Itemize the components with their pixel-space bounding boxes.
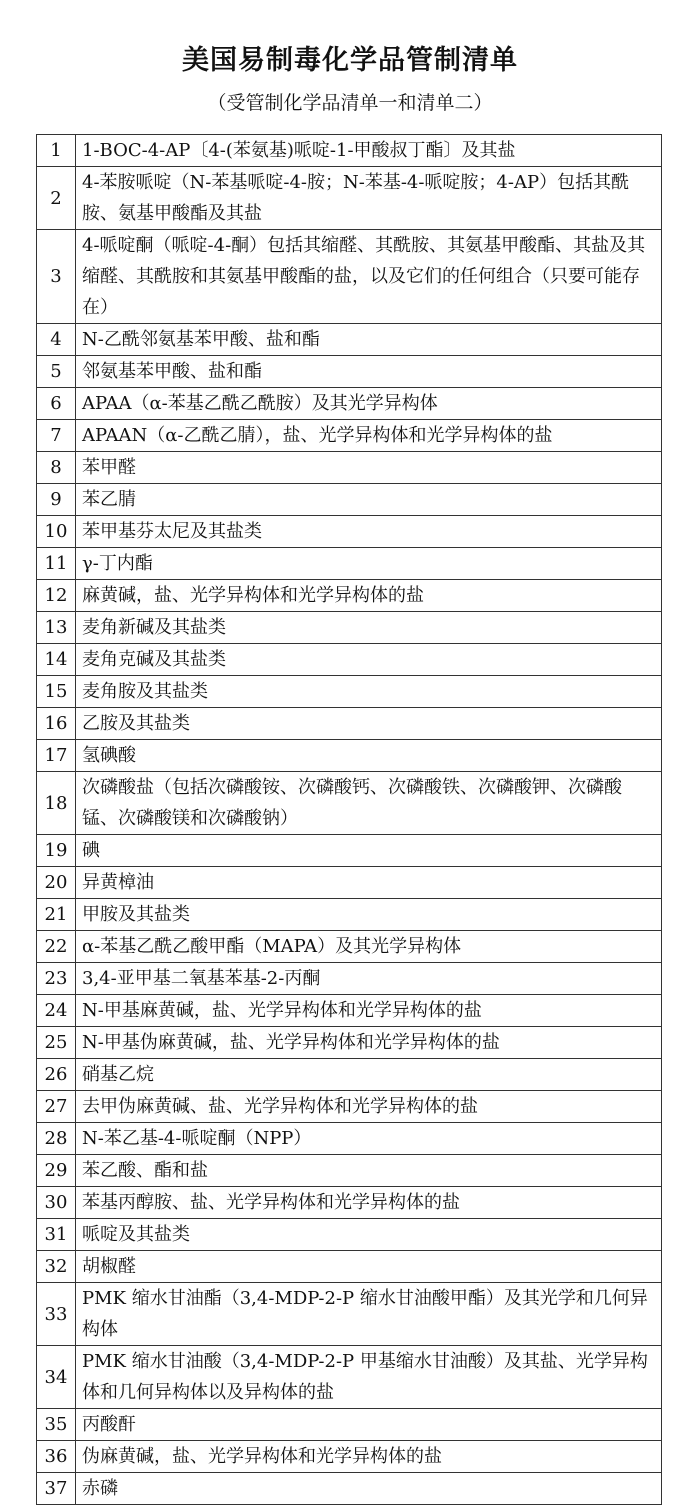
table-row	[37, 452, 662, 484]
row-number: 36	[37, 1441, 76, 1473]
chemical-name: 异黄樟油	[76, 867, 662, 899]
row-number: 6	[37, 388, 76, 420]
chemical-name: 4-哌啶酮（哌啶-4-酮）包括其缩醛、其酰胺、其氨基甲酸酯、其盐及其缩醛、其酰胺和其氨基甲酸酯的盐，以及它们的任何组合（只要可能存在）	[76, 230, 662, 324]
row-number: 20	[37, 867, 76, 899]
chemical-name: 邻氨基苯甲酸、盐和酯	[76, 356, 662, 388]
row-number: 14	[37, 644, 76, 676]
row-number: 24	[37, 995, 76, 1027]
row-number: 33	[37, 1283, 76, 1346]
table-row	[37, 1187, 662, 1219]
table-row	[37, 1091, 662, 1123]
table-row	[37, 963, 662, 995]
row-number: 1	[37, 135, 76, 167]
row-number: 16	[37, 708, 76, 740]
table-row	[37, 835, 662, 867]
row-number: 29	[37, 1155, 76, 1187]
table-row	[37, 867, 662, 899]
table-row	[37, 580, 662, 612]
table-row	[37, 644, 662, 676]
table-row	[37, 708, 662, 740]
table-row	[37, 1219, 662, 1251]
chemical-name: 乙胺及其盐类	[76, 708, 662, 740]
table-row	[37, 420, 662, 452]
chemical-name: APAAN（α-乙酰乙腈），盐、光学异构体和光学异构体的盐	[76, 420, 662, 452]
table-row	[37, 1027, 662, 1059]
chemical-name: PMK 缩水甘油酯（3,4-MDP-2-P 缩水甘油酸甲酯）及其光学和几何异构体	[76, 1283, 662, 1346]
chemical-name: 伪麻黄碱，盐、光学异构体和光学异构体的盐	[76, 1441, 662, 1473]
chemical-name: 苯基丙醇胺、盐、光学异构体和光学异构体的盐	[76, 1187, 662, 1219]
chemical-name: 麦角新碱及其盐类	[76, 612, 662, 644]
table-row	[37, 356, 662, 388]
chemical-name: 苯乙酸、酯和盐	[76, 1155, 662, 1187]
table-row	[37, 1123, 662, 1155]
table-row	[37, 772, 662, 835]
table-row	[37, 931, 662, 963]
chemical-name: 麻黄碱，盐、光学异构体和光学异构体的盐	[76, 580, 662, 612]
chemical-name: 麦角胺及其盐类	[76, 676, 662, 708]
table-row	[37, 1346, 662, 1409]
table-row	[37, 167, 662, 230]
row-number: 11	[37, 548, 76, 580]
chemical-list-body	[37, 135, 662, 1505]
table-row	[37, 1283, 662, 1346]
table-row	[37, 1251, 662, 1283]
row-number: 15	[37, 676, 76, 708]
document-subtitle: （受管制化学品清单一和清单二）	[207, 92, 493, 114]
chemical-name: 3,4-亚甲基二氧基苯基-2-丙酮	[76, 963, 662, 995]
chemical-name: PMK 缩水甘油酸（3,4-MDP-2-P 甲基缩水甘油酸）及其盐、光学异构体和几何异构体以及异构体的盐	[76, 1346, 662, 1409]
chemical-name: N-乙酰邻氨基苯甲酸、盐和酯	[76, 324, 662, 356]
row-number: 7	[37, 420, 76, 452]
chemical-name: 赤磷	[76, 1473, 662, 1505]
chemical-name: 苯甲醛	[76, 452, 662, 484]
row-number: 13	[37, 612, 76, 644]
table-row	[37, 995, 662, 1027]
row-number: 22	[37, 931, 76, 963]
row-number: 9	[37, 484, 76, 516]
row-number: 26	[37, 1059, 76, 1091]
row-number: 28	[37, 1123, 76, 1155]
chemical-name: 碘	[76, 835, 662, 867]
row-number: 23	[37, 963, 76, 995]
table-row	[37, 612, 662, 644]
table-row	[37, 1409, 662, 1441]
row-number: 27	[37, 1091, 76, 1123]
table-row	[37, 324, 662, 356]
chemical-list-table	[36, 134, 662, 1505]
chemical-name: 次磷酸盐（包括次磷酸铵、次磷酸钙、次磷酸铁、次磷酸钾、次磷酸锰、次磷酸镁和次磷酸钠）	[76, 772, 662, 835]
chemical-name: α-苯基乙酰乙酸甲酯（MAPA）及其光学异构体	[76, 931, 662, 963]
row-number: 34	[37, 1346, 76, 1409]
chemical-name: 苯乙腈	[76, 484, 662, 516]
table-row	[37, 388, 662, 420]
table-row	[37, 1059, 662, 1091]
chemical-name: N-甲基麻黄碱，盐、光学异构体和光学异构体的盐	[76, 995, 662, 1027]
row-number: 17	[37, 740, 76, 772]
chemical-name: 胡椒醛	[76, 1251, 662, 1283]
table-row	[37, 1473, 662, 1505]
row-number: 2	[37, 167, 76, 230]
row-number: 18	[37, 772, 76, 835]
chemical-name: 去甲伪麻黄碱、盐、光学异构体和光学异构体的盐	[76, 1091, 662, 1123]
table-row	[37, 1155, 662, 1187]
row-number: 25	[37, 1027, 76, 1059]
document-title: 美国易制毒化学品管制清单	[182, 45, 518, 76]
row-number: 19	[37, 835, 76, 867]
chemical-name: 苯甲基芬太尼及其盐类	[76, 516, 662, 548]
table-row	[37, 135, 662, 167]
table-row	[37, 1441, 662, 1473]
row-number: 32	[37, 1251, 76, 1283]
table-row	[37, 516, 662, 548]
row-number: 10	[37, 516, 76, 548]
chemical-name: 氢碘酸	[76, 740, 662, 772]
chemical-name: 麦角克碱及其盐类	[76, 644, 662, 676]
table-row	[37, 548, 662, 580]
chemical-name: N-苯乙基-4-哌啶酮（NPP）	[76, 1123, 662, 1155]
chemical-name: 1-BOC-4-AP〔4-(苯氨基)哌啶-1-甲酸叔丁酯〕及其盐	[76, 135, 662, 167]
row-number: 37	[37, 1473, 76, 1505]
row-number: 4	[37, 324, 76, 356]
row-number: 5	[37, 356, 76, 388]
chemical-name: 硝基乙烷	[76, 1059, 662, 1091]
chemical-name: 4-苯胺哌啶（N-苯基哌啶-4-胺；N-苯基-4-哌啶胺；4-AP）包括其酰胺、氨基甲酸酯及其盐	[76, 167, 662, 230]
chemical-name: 甲胺及其盐类	[76, 899, 662, 931]
chemical-name: 丙酸酐	[76, 1409, 662, 1441]
table-row	[37, 899, 662, 931]
table-row	[37, 484, 662, 516]
row-number: 31	[37, 1219, 76, 1251]
row-number: 30	[37, 1187, 76, 1219]
row-number: 35	[37, 1409, 76, 1441]
table-row	[37, 740, 662, 772]
row-number: 21	[37, 899, 76, 931]
table-row	[37, 676, 662, 708]
row-number: 8	[37, 452, 76, 484]
chemical-name: N-甲基伪麻黄碱，盐、光学异构体和光学异构体的盐	[76, 1027, 662, 1059]
chemical-name: APAA（α-苯基乙酰乙酰胺）及其光学异构体	[76, 388, 662, 420]
chemical-name: γ-丁内酯	[76, 548, 662, 580]
row-number: 12	[37, 580, 76, 612]
chemical-name: 哌啶及其盐类	[76, 1219, 662, 1251]
row-number: 3	[37, 230, 76, 324]
table-row	[37, 230, 662, 324]
